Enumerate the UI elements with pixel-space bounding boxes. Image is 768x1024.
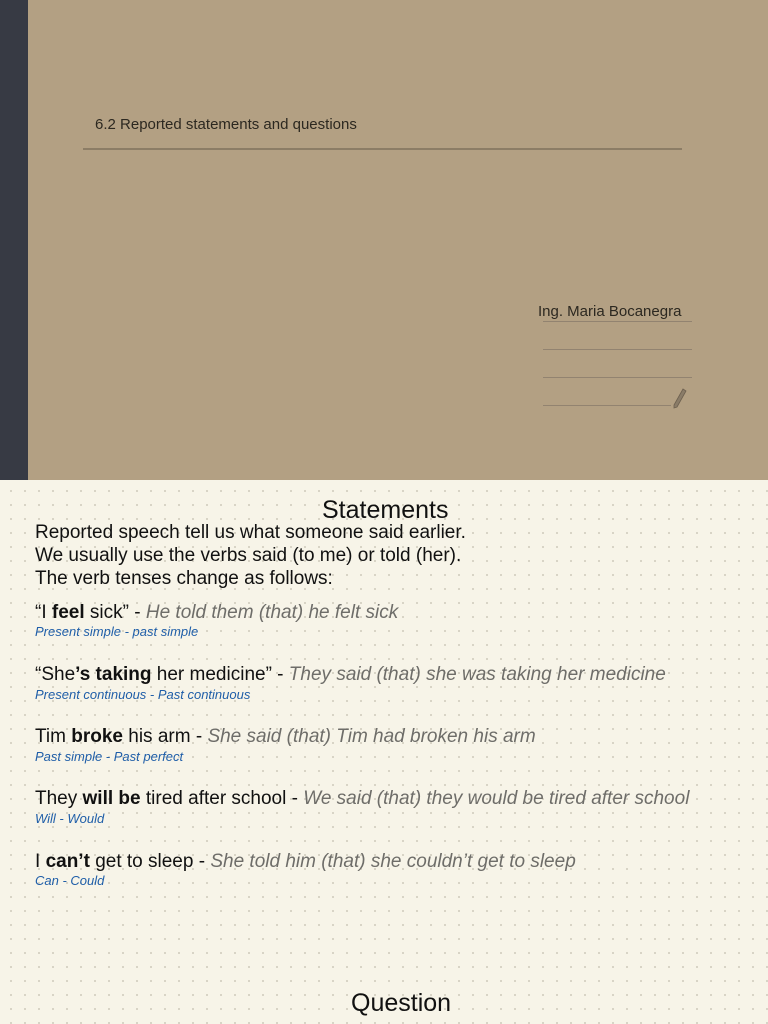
statements-heading: Statements (322, 496, 449, 524)
intro-line: Reported speech tell us what someone said earlier. (35, 522, 466, 543)
signature-line (543, 405, 671, 406)
tense-label: Will - Would (35, 811, 105, 826)
cover-title: 6.2 Reported statements and questions (95, 116, 357, 133)
example-sentence: “I feel sick” - He told them (that) he felt sick (35, 602, 399, 623)
signature-line (543, 349, 692, 350)
author-name: Ing. Maria Bocanegra (538, 303, 682, 320)
tense-label: Present continuous - Past continuous (35, 687, 251, 702)
example-sentence: I can’t get to sleep - She told him (that) she couldn’t get to sleep (35, 851, 576, 872)
tense-label: Present simple - past simple (35, 624, 199, 639)
example-sentence: Tim broke his arm - She said (that) Tim had broken his arm (35, 726, 536, 747)
question-heading: Question (351, 989, 452, 1017)
notebook-page (0, 480, 768, 1024)
signature-line (543, 321, 692, 322)
example-sentence: They will be tired after school - We said (that) they would be tired after school (35, 788, 690, 809)
tense-label: Can - Could (35, 873, 105, 888)
example-sentence: “She’s taking her medicine” - They said (that) she was taking her medicine (35, 664, 666, 685)
notebook-cover (0, 0, 768, 480)
pen-icon[interactable] (671, 388, 687, 410)
reported-sentence: She told him (that) she couldn’t get to sleep (210, 851, 576, 872)
tense-label: Past simple - Past perfect (35, 749, 184, 764)
reported-sentence: We said (that) they would be tired after school (303, 788, 690, 809)
notebook-spine (0, 0, 28, 480)
intro-line: The verb tenses change as follows: (35, 568, 333, 589)
intro-text (35, 521, 466, 590)
intro-line: We usually use the verbs said (to me) or told (her). (35, 545, 462, 566)
signature-line (543, 377, 692, 378)
reported-sentence: He told them (that) he felt sick (145, 602, 399, 623)
reported-sentence: She said (that) Tim had broken his arm (207, 726, 536, 747)
reported-sentence: They said (that) she was taking her medicine (288, 664, 666, 685)
title-underline (83, 148, 682, 150)
